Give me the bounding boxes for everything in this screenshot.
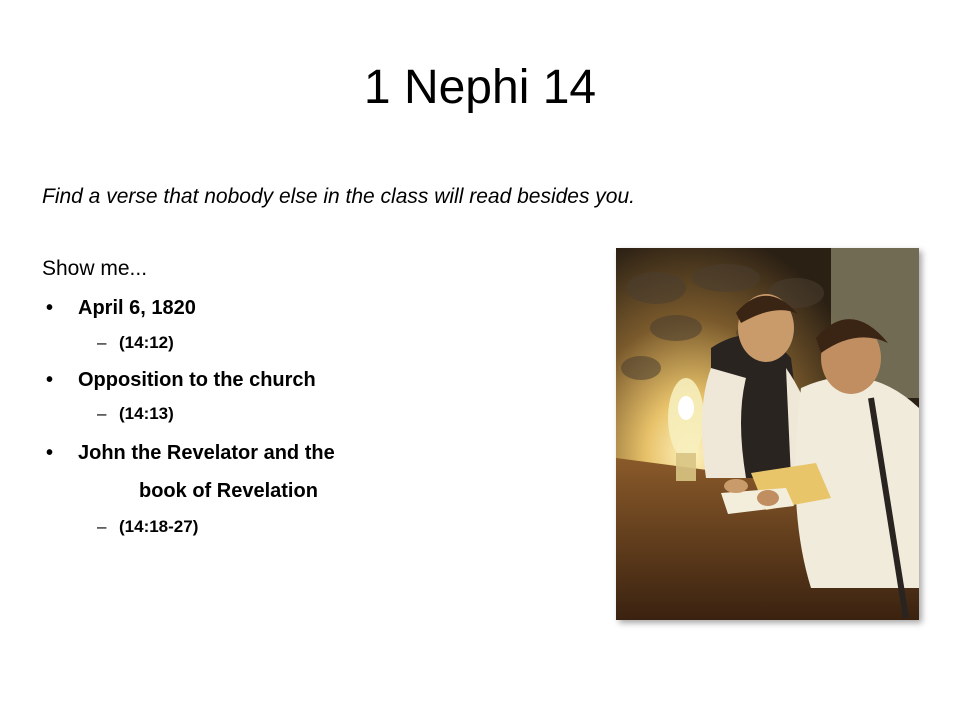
bullet-item: April 6, 1820: [78, 297, 196, 319]
sub-bullet-marker: –: [97, 333, 107, 352]
intro-text: Find a verse that nobody else in the class will read besides you.: [42, 185, 635, 208]
bullet-marker: •: [46, 297, 54, 319]
sub-bullet-item: (14:12): [119, 333, 174, 352]
show-me-text: Show me...: [42, 257, 148, 280]
bullet-item: Opposition to the church: [78, 369, 316, 391]
sub-bullet-marker: –: [97, 404, 107, 423]
bullet-marker: •: [46, 442, 54, 464]
slide-title: 1 Nephi 14: [363, 61, 597, 114]
painting-image: [616, 248, 919, 620]
bullet-item: John the Revelator and the: [78, 442, 335, 464]
sub-bullet-item: (14:13): [119, 404, 174, 423]
sub-bullet-item: (14:18-27): [119, 517, 199, 536]
bullet-item-continuation: book of Revelation: [139, 480, 318, 502]
sub-bullet-marker: –: [97, 517, 107, 536]
bullet-marker: •: [46, 369, 54, 391]
painting-illustration: [616, 248, 919, 620]
